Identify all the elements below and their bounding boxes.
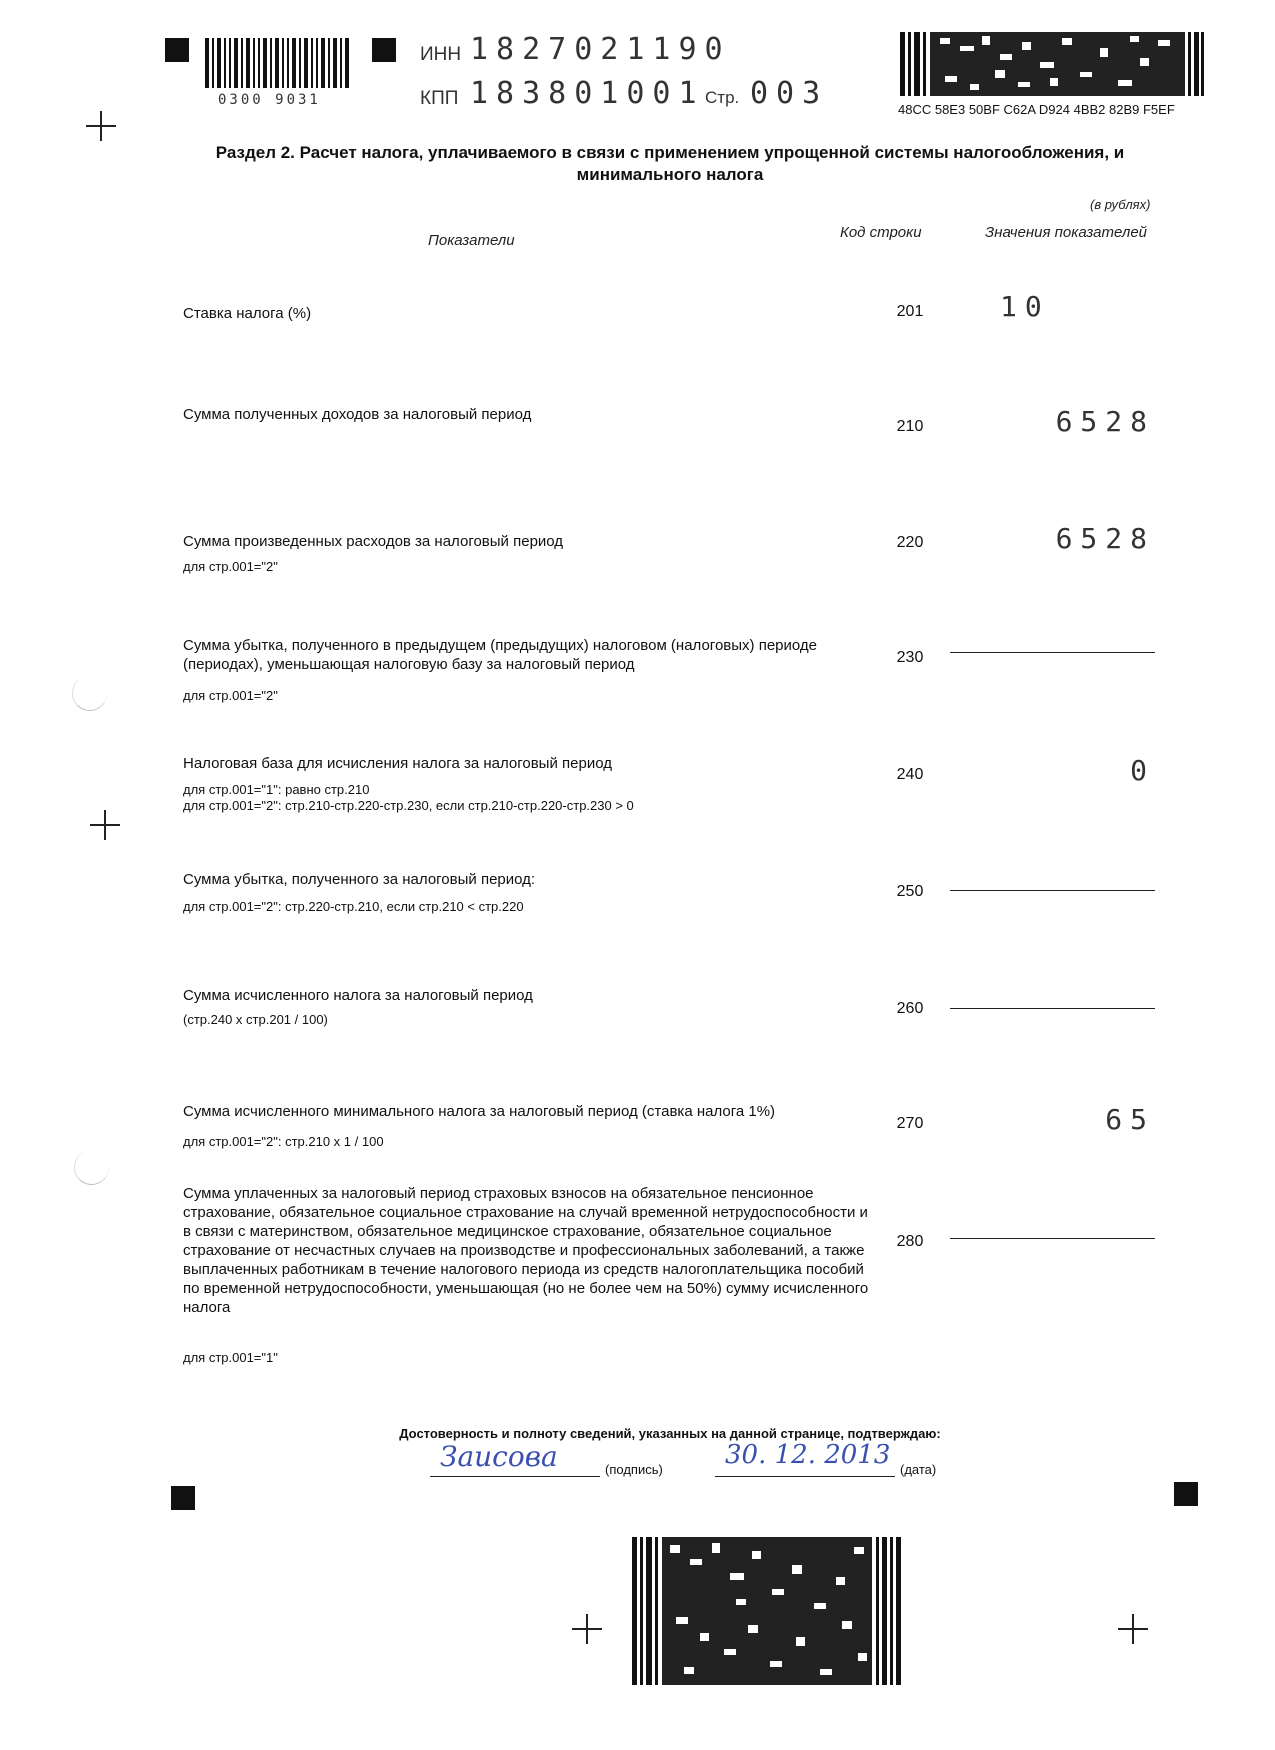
row-note-260: (стр.240 х стр.201 / 100) — [183, 1012, 328, 1027]
row-code-230: 230 — [896, 649, 924, 666]
row-label-230: Сумма убытка, полученного в предыдущем (предыдущих) налоговом (налоговых) периоде (периодах), уменьшающая налоговую базу за налоговый период — [183, 637, 817, 673]
row-value-210: 6528 — [1055, 405, 1155, 438]
row-value-270: 65 — [1105, 1103, 1155, 1136]
kpp-label: КПП — [420, 88, 459, 109]
signature: Заисова — [440, 1440, 558, 1473]
row-code-270: 270 — [896, 1115, 924, 1132]
row-code-240: 240 — [896, 766, 924, 783]
row-code-220: 220 — [896, 534, 924, 551]
hash-code: 48CC 58E3 50BF C62A D924 4BB2 82B9 F5EF — [898, 102, 1175, 117]
row-note2-240: для стр.001="2": стр.210-стр.220-стр.230, если стр.210-стр.220-стр.230 > 0 — [183, 798, 634, 813]
row-note-230: для стр.001="2" — [183, 688, 278, 703]
row-label-250: Сумма убытка, полученного за налоговый период: — [183, 871, 536, 888]
registration-square — [1174, 1482, 1198, 1506]
form-barcode — [205, 38, 355, 96]
punch-hole — [74, 1150, 109, 1185]
registration-square — [372, 38, 396, 62]
row-label-220: Сумма произведенных расходов за налоговый период — [183, 533, 564, 550]
row-value-260-empty — [950, 1008, 1155, 1009]
page-value: 003 — [750, 76, 829, 111]
row-code-250: 250 — [896, 883, 924, 900]
row-value-230-empty — [950, 652, 1155, 653]
pdf417-barcode — [900, 32, 1205, 96]
kpp-value: 183801001 — [470, 76, 705, 111]
registration-cross — [572, 1614, 602, 1644]
confirmation-text: Достоверность и полноту сведений, указанных на данной странице, подтверждаю: — [399, 1426, 941, 1441]
row-note-280: для стр.001="1" — [183, 1350, 278, 1365]
row-label-280: Сумма уплаченных за налоговый период страховых взносов на обязательное пенсионное страхование, обязательное социальное страхование на случай временной нетрудоспособности и в связи с материнством, обязательное медицинское страхование, обязательное социальное страхование от несчастных случаев на производстве и профессиональных заболеваний, а также выплаченных работникам в течение налогового периода из средств налогоплательщика пособий по временной нетрудоспособности, уменьшающая (но не более чем на 50%) сумму исчисленного налога — [183, 1185, 869, 1316]
row-code-280: 280 — [896, 1233, 924, 1250]
inn-label: ИНН — [420, 44, 462, 65]
row-code-201: 201 — [896, 303, 924, 320]
row-note-220: для стр.001="2" — [183, 559, 278, 574]
registration-square — [171, 1486, 195, 1510]
row-value-280-empty — [950, 1238, 1155, 1239]
registration-cross — [1118, 1614, 1148, 1644]
row-value-220: 6528 — [1055, 522, 1155, 555]
row-code-210: 210 — [896, 418, 924, 435]
column-header-code: Код строки — [840, 224, 922, 241]
row-note-250: для стр.001="2": стр.220-стр.210, если стр.210 < стр.220 — [183, 899, 524, 914]
registration-cross — [90, 810, 120, 840]
date-label: (дата) — [900, 1462, 937, 1477]
row-value-250-empty — [950, 890, 1155, 891]
registration-cross — [86, 111, 116, 141]
row-code-260: 260 — [896, 1000, 924, 1017]
form-code: 0300 9031 — [218, 92, 321, 108]
row-note-240: для стр.001="1": равно стр.210 — [183, 782, 370, 797]
row-label-260: Сумма исчисленного налога за налоговый период — [183, 987, 533, 1004]
row-label-240: Налоговая база для исчисления налога за налоговый период — [183, 755, 612, 772]
date-handwritten: 30. 12. 2013 — [725, 1440, 891, 1470]
row-label-201: Ставка налога (%) — [183, 305, 312, 322]
punch-hole — [72, 676, 107, 711]
row-label-210: Сумма полученных доходов за налоговый период — [183, 406, 532, 423]
row-value-201: 10 — [1000, 290, 1050, 323]
units-note: (в рублях) — [1090, 197, 1151, 212]
page-label: Стр. — [705, 88, 740, 107]
column-header-indicators: Показатели — [428, 232, 515, 249]
row-note-270: для стр.001="2": стр.210 х 1 / 100 — [183, 1134, 384, 1149]
column-header-values: Значения показателей — [985, 224, 1148, 241]
section-title: Раздел 2. Расчет налога, уплачиваемого в связи с применением упрощенной системы налогообложения, и минимального налога — [215, 143, 1125, 184]
page-barcode — [632, 1537, 902, 1685]
registration-square — [165, 38, 189, 62]
row-value-240: 0 — [1130, 754, 1155, 787]
row-label-270: Сумма исчисленного минимального налога за налоговый период (ставка налога 1%) — [183, 1103, 776, 1120]
inn-value: 1827021190 — [470, 32, 731, 67]
signature-label: (подпись) — [605, 1462, 663, 1477]
